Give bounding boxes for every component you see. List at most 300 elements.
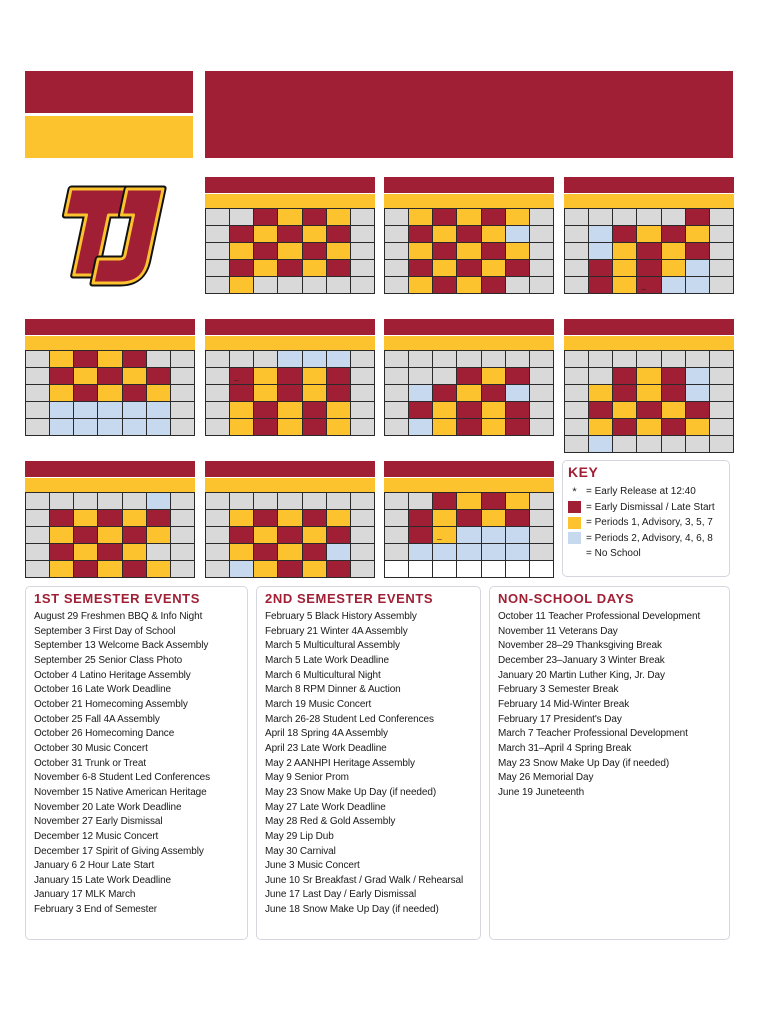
day-cell (206, 493, 230, 510)
day-cell (613, 209, 637, 226)
day-cell (686, 243, 710, 260)
day-cell (385, 277, 409, 294)
month-calendar-10 (384, 461, 554, 581)
day-cell (351, 561, 375, 578)
event-text: Last Day / Early Dismissal (302, 889, 417, 901)
header-left-gold-bar (25, 116, 193, 158)
month-calendar-2 (384, 177, 554, 297)
day-cell (686, 419, 710, 436)
second-semester-events (256, 586, 481, 940)
day-cell (303, 385, 327, 402)
day-cell (637, 351, 661, 368)
day-cell (50, 544, 74, 561)
event-item (34, 815, 239, 830)
event-text: Carnival (299, 845, 336, 857)
day-cell (637, 385, 661, 402)
day-cell (230, 260, 254, 277)
day-cell (147, 419, 171, 436)
day-cell (50, 368, 74, 385)
day-cell (409, 561, 433, 578)
day-cell (254, 510, 278, 527)
day-cell (98, 368, 122, 385)
month-header-bar (384, 319, 554, 335)
day-cell (123, 351, 147, 368)
month-day-grid (205, 492, 375, 578)
event-item (34, 727, 239, 742)
event-item (34, 830, 239, 845)
event-date: January 6 (34, 860, 78, 872)
day-cell (589, 368, 613, 385)
month-day-grid (384, 208, 554, 294)
day-cell (409, 527, 433, 544)
event-item (265, 713, 472, 728)
event-date: February 3 (34, 904, 82, 916)
event-text: Senior Class Photo (98, 654, 183, 666)
day-cell (482, 243, 506, 260)
event-text: Homecoming Assembly (85, 698, 188, 710)
day-cell (206, 419, 230, 436)
day-cell (74, 368, 98, 385)
event-date: October 26 (34, 728, 83, 740)
event-text: Winter 4A Assembly (320, 625, 408, 637)
day-cell (98, 544, 122, 561)
day-cell (686, 351, 710, 368)
event-text: Semester Break (548, 684, 619, 696)
day-cell (530, 260, 554, 277)
day-cell (147, 368, 171, 385)
day-cell (565, 419, 589, 436)
event-item (498, 698, 721, 713)
day-cell (206, 510, 230, 527)
day-cell (98, 351, 122, 368)
event-text: Music Concert (95, 830, 159, 842)
blue-swatch-icon (568, 532, 581, 544)
day-cell (230, 493, 254, 510)
day-cell (710, 368, 734, 385)
day-cell (123, 402, 147, 419)
event-date: March 5 (265, 654, 301, 666)
month-calendar-5 (205, 319, 375, 439)
day-cell (482, 419, 506, 436)
day-cell (710, 277, 734, 294)
event-text: Student Led Conferences (98, 772, 210, 784)
day-cell (482, 561, 506, 578)
event-date: October 31 (34, 757, 83, 769)
day-cell (385, 561, 409, 578)
event-item (34, 625, 239, 640)
day-cell (278, 260, 302, 277)
event-date: September 13 (34, 640, 96, 652)
day-cell (710, 260, 734, 277)
day-cell (74, 493, 98, 510)
day-cell (530, 226, 554, 243)
month-header-bar (564, 319, 734, 335)
month-day-grid (564, 208, 734, 294)
day-cell (565, 351, 589, 368)
month-calendar-3 (564, 177, 734, 297)
day-cell (565, 368, 589, 385)
event-date: June 10 (265, 874, 300, 886)
day-cell (482, 527, 506, 544)
event-date: October 21 (34, 698, 83, 710)
gold-swatch-icon (568, 517, 581, 529)
day-cell (433, 544, 457, 561)
event-item (498, 742, 721, 757)
day-cell (662, 351, 686, 368)
day-cell (506, 277, 530, 294)
day-cell (230, 510, 254, 527)
event-item (498, 713, 721, 728)
event-text: Winter Break (608, 654, 665, 666)
day-cell (433, 351, 457, 368)
event-date: November 15 (34, 786, 93, 798)
day-cell (303, 260, 327, 277)
day-cell (637, 368, 661, 385)
event-date: May 2 (265, 757, 292, 769)
month-subheader-bar (25, 335, 195, 350)
key-item-odd-periods (568, 515, 724, 531)
day-cell (351, 493, 375, 510)
day-cell (409, 368, 433, 385)
day-cell (278, 419, 302, 436)
day-cell (147, 351, 171, 368)
month-day-grid (205, 208, 375, 294)
event-text: Late Work Deadline (95, 801, 182, 813)
day-cell (433, 419, 457, 436)
day-cell (327, 260, 351, 277)
event-item (498, 757, 721, 772)
event-date: September 3 (34, 625, 91, 637)
day-cell (613, 368, 637, 385)
day-cell (662, 277, 686, 294)
day-cell (98, 385, 122, 402)
first-semester-title: 1ST SEMESTER EVENTS (34, 591, 200, 606)
day-cell (50, 527, 74, 544)
day-cell (206, 368, 230, 385)
day-cell (26, 351, 50, 368)
day-cell (327, 277, 351, 294)
day-cell (278, 385, 302, 402)
day-cell (457, 243, 481, 260)
day-cell (409, 243, 433, 260)
day-cell (589, 209, 613, 226)
day-cell (171, 368, 195, 385)
event-text: Veterans Day (558, 625, 618, 637)
day-cell (409, 493, 433, 510)
day-cell (710, 402, 734, 419)
day-cell (457, 527, 481, 544)
day-cell (254, 243, 278, 260)
day-cell (98, 402, 122, 419)
event-date: May 9 (265, 772, 292, 784)
event-item (34, 903, 239, 918)
day-cell (147, 402, 171, 419)
month-header-bar (205, 461, 375, 477)
day-cell (433, 243, 457, 260)
day-cell (530, 544, 554, 561)
day-cell (385, 510, 409, 527)
day-cell (565, 436, 589, 453)
day-cell (530, 402, 554, 419)
day-cell (506, 226, 530, 243)
day-cell (206, 385, 230, 402)
month-calendar-1 (205, 177, 375, 297)
day-cell (206, 527, 230, 544)
day-cell (506, 561, 530, 578)
day-cell (303, 368, 327, 385)
day-cell (530, 351, 554, 368)
day-cell (433, 527, 457, 544)
day-cell (482, 226, 506, 243)
event-text: Late Work Deadline (300, 742, 387, 754)
non-school-title: NON-SCHOOL DAYS (498, 591, 635, 606)
event-item (265, 669, 472, 684)
event-text: Teacher Professional Development (548, 611, 701, 622)
key-item-even-periods (568, 531, 724, 547)
day-cell (385, 385, 409, 402)
day-cell (206, 561, 230, 578)
event-text: MLK March (85, 889, 136, 901)
day-cell (506, 243, 530, 260)
day-cell (327, 527, 351, 544)
event-text: Late Work Deadline (303, 654, 389, 666)
day-cell (351, 527, 375, 544)
day-cell (278, 527, 302, 544)
event-date: February 21 (265, 625, 318, 637)
day-cell (613, 243, 637, 260)
day-cell (613, 419, 637, 436)
month-subheader-bar (384, 193, 554, 208)
day-cell (710, 385, 734, 402)
event-date: June 18 (265, 904, 300, 916)
day-cell (303, 510, 327, 527)
day-cell (589, 419, 613, 436)
day-cell (230, 544, 254, 561)
day-cell (206, 277, 230, 294)
day-cell (613, 436, 637, 453)
day-cell (506, 493, 530, 510)
event-item (265, 625, 472, 640)
day-cell (171, 493, 195, 510)
day-cell (482, 277, 506, 294)
day-cell (98, 493, 122, 510)
day-cell (637, 436, 661, 453)
day-cell (171, 402, 195, 419)
event-text: Freshmen BBQ & Info Night (80, 611, 203, 622)
day-cell (686, 368, 710, 385)
day-cell (530, 510, 554, 527)
day-cell (171, 351, 195, 368)
day-cell (278, 402, 302, 419)
day-cell (710, 436, 734, 453)
day-cell (637, 277, 661, 294)
day-cell (303, 561, 327, 578)
day-cell (254, 226, 278, 243)
day-cell (457, 385, 481, 402)
event-text: Latino Heritage Assembly (79, 669, 191, 681)
event-item (34, 654, 239, 669)
month-header-bar (205, 319, 375, 335)
day-cell (385, 351, 409, 368)
month-day-grid (205, 350, 375, 436)
day-cell (98, 510, 122, 527)
day-cell (171, 544, 195, 561)
event-date: May 23 (498, 757, 531, 769)
day-cell (613, 226, 637, 243)
day-cell (230, 351, 254, 368)
day-cell (482, 351, 506, 368)
event-date: November 6-8 (34, 772, 97, 784)
event-item (265, 654, 472, 669)
day-cell (530, 493, 554, 510)
day-cell (457, 561, 481, 578)
day-cell (123, 385, 147, 402)
event-item (34, 669, 239, 684)
day-cell (613, 385, 637, 402)
day-cell (530, 561, 554, 578)
event-text: Thanksgiving Break (575, 640, 662, 652)
day-mark: _ (641, 281, 646, 290)
key-label: = No School (586, 548, 641, 560)
day-cell (565, 226, 589, 243)
day-cell (686, 436, 710, 453)
day-cell (147, 385, 171, 402)
day-cell (351, 544, 375, 561)
event-item (265, 786, 472, 801)
day-cell (385, 209, 409, 226)
month-subheader-bar (205, 477, 375, 492)
day-cell (530, 527, 554, 544)
event-date: January 15 (34, 874, 83, 886)
day-cell (385, 493, 409, 510)
month-calendar-7 (564, 319, 734, 439)
day-cell (710, 351, 734, 368)
day-cell (637, 226, 661, 243)
event-item (34, 742, 239, 757)
day-cell (613, 402, 637, 419)
day-cell (613, 351, 637, 368)
month-calendar-6 (384, 319, 554, 439)
day-cell (457, 419, 481, 436)
event-item (265, 874, 472, 889)
day-cell (26, 419, 50, 436)
event-list (498, 610, 721, 801)
day-cell (303, 226, 327, 243)
day-cell (230, 385, 254, 402)
day-cell (351, 277, 375, 294)
event-item (265, 801, 472, 816)
event-date: October 16 (34, 684, 83, 696)
month-header-bar (384, 177, 554, 193)
key-label: = Periods 1, Advisory, 3, 5, 7 (586, 517, 713, 529)
event-text: Fall 4A Assembly (85, 713, 160, 725)
day-cell (26, 385, 50, 402)
day-cell (565, 385, 589, 402)
day-cell (385, 402, 409, 419)
day-cell (482, 260, 506, 277)
event-text: Snow Make Up Day (if needed) (532, 757, 670, 769)
day-cell (351, 260, 375, 277)
event-date: March 8 (265, 684, 301, 696)
day-cell (506, 368, 530, 385)
day-cell (123, 493, 147, 510)
event-item (265, 830, 472, 845)
day-cell (385, 419, 409, 436)
day-cell (710, 209, 734, 226)
day-cell (123, 544, 147, 561)
day-cell (171, 419, 195, 436)
key-item-no-school (568, 546, 724, 562)
event-date: February 3 (498, 684, 546, 696)
day-cell (530, 243, 554, 260)
day-cell (530, 419, 554, 436)
day-cell (613, 277, 637, 294)
month-calendar-9 (205, 461, 375, 581)
event-text: Welcome Back Assembly (98, 640, 209, 652)
day-cell (662, 260, 686, 277)
day-mark: _ (234, 372, 239, 381)
day-cell (385, 260, 409, 277)
event-text: Lip Dub (299, 830, 334, 842)
month-header-bar (205, 177, 375, 193)
day-cell (409, 385, 433, 402)
event-item (34, 801, 239, 816)
event-item (265, 727, 472, 742)
day-cell (278, 209, 302, 226)
event-date: April 23 (265, 742, 299, 754)
event-item (34, 683, 239, 698)
event-item (498, 610, 721, 625)
day-cell (278, 368, 302, 385)
day-cell (409, 402, 433, 419)
event-item (265, 683, 472, 698)
day-cell (50, 561, 74, 578)
day-cell (409, 351, 433, 368)
day-cell (351, 368, 375, 385)
key-label: = Early Dismissal / Late Start (586, 501, 715, 513)
event-text: Early Dismissal (95, 816, 163, 828)
event-item (34, 859, 239, 874)
day-cell (327, 493, 351, 510)
event-text: Teacher Professional Development (535, 728, 688, 740)
month-day-grid (25, 492, 195, 578)
day-cell (409, 510, 433, 527)
event-text: Sr Breakfast / Grad Walk / Rehearsal (302, 874, 464, 886)
day-cell (230, 226, 254, 243)
day-cell (230, 277, 254, 294)
day-cell (433, 493, 457, 510)
day-cell (254, 527, 278, 544)
event-text: Memorial Day (532, 772, 594, 784)
event-item (498, 639, 721, 654)
day-cell (589, 351, 613, 368)
day-cell (433, 402, 457, 419)
header-left-red-bar (25, 71, 193, 113)
event-text: Music Concert (308, 698, 372, 710)
day-cell (254, 544, 278, 561)
day-cell (327, 561, 351, 578)
month-calendar-4 (25, 319, 195, 439)
day-cell (254, 351, 278, 368)
month-subheader-bar (564, 335, 734, 350)
event-item (265, 859, 472, 874)
day-cell (637, 243, 661, 260)
event-text: First Day of School (92, 625, 176, 637)
header-title-bar (205, 71, 733, 158)
event-item (34, 888, 239, 903)
event-item (265, 845, 472, 860)
month-day-grid (564, 350, 734, 453)
